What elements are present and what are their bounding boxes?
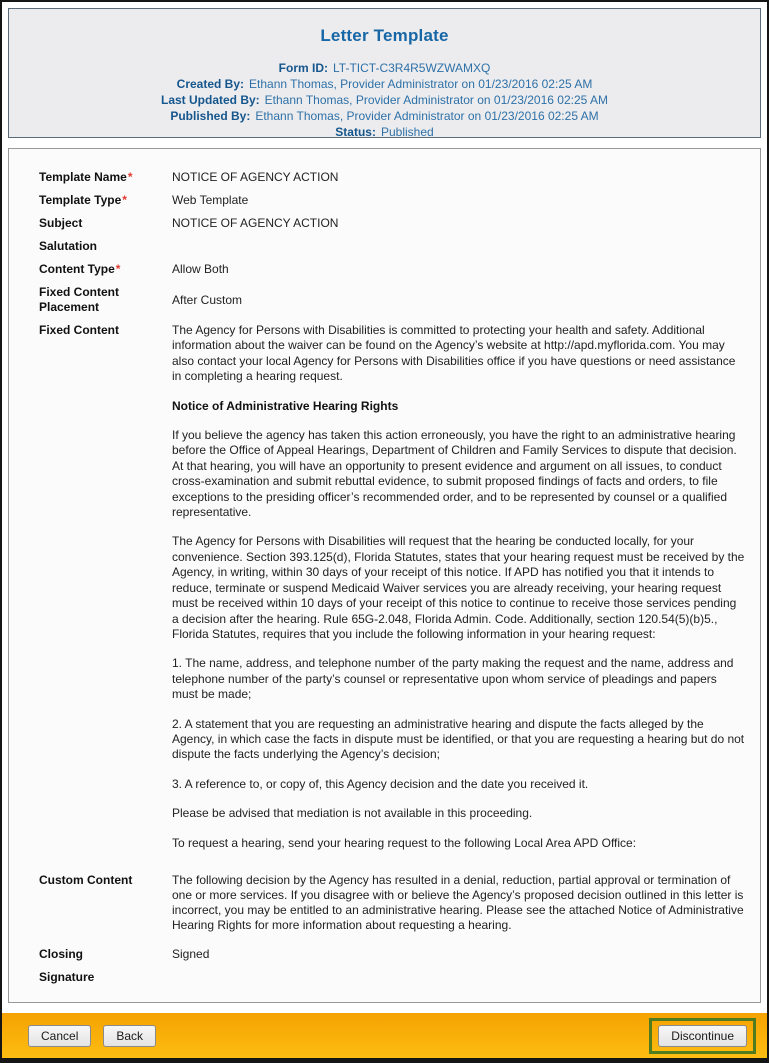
page-title: Letter Template [320,26,449,45]
published-by-value: Ethann Thomas, Provider Administrator on 01/23/2016 02:25 AM [255,109,599,123]
published-by-label: Published By: [170,109,251,123]
fixed-content-list-item: 3. A reference to, or copy of, this Agency decision and the date you received it. [172,776,589,791]
fixed-content-paragraph: If you believe the agency has taken this action erroneously, you have the right to an administrative hearing before the Office of Appeal Hearings, Department of Children and Family Services to dispute that decision. At that hearing, you will have an opportunity to present evidence and argument on all issues, to conduct cross-examination and submit rebuttal evidence, to submit proposed findings of facts and orders, to file exceptions to the presiding officer’s recommended order, and to be represented by counsel or a qualified representative. [172,428,737,520]
template-name-label: Template Name* [39,170,133,184]
fixed-content-paragraph: Please be advised that mediation is not available in this proceeding. [172,806,533,821]
header-panel [8,8,761,138]
template-type-value: Web Template [172,193,249,207]
status-label: Status: [335,125,376,139]
published-by-row [9,108,760,124]
form-id-row [9,60,760,76]
signature-label: Signature [39,969,95,984]
last-updated-by-value: Ethann Thomas, Provider Administrator on 01/23/2016 02:25 AM [264,93,608,107]
subject-value: NOTICE OF AGENCY ACTION [172,216,339,230]
cancel-button[interactable]: Cancel [28,1025,91,1047]
last-updated-by-label: Last Updated By: [160,93,260,107]
template-name-row [39,166,746,189]
custom-content-value: The following decision by the Agency has resulted in a denial, reduction, partial approval or termination of one or more services. If you disagree with or believe the Agency’s proposed decision outlined in this letter is incorrect, you may be entitled to an administrative hearing. Please see the attached Notice of Administrative Hearing Rights for more information about requesting a hearing. [172,872,744,932]
content-type-label: Content Type* [39,262,121,276]
back-button[interactable]: Back [103,1025,156,1047]
salutation-label: Salutation [39,239,98,253]
closing-value: Signed [172,946,210,961]
fixed-content-placement-row [39,281,746,319]
fixed-content-list-item: 2. A statement that you are requesting an administrative hearing and dispute the facts alleged by the Agency, in which case the facts in dispute must be identified, or that you are requesting a hearing but do not dispute the facts underlying the Agency’s decision; [172,716,745,762]
required-asterisk: * [127,170,133,184]
form-id-label: Form ID: [278,61,328,75]
template-type-row [39,189,746,212]
closing-label: Closing [39,946,83,961]
template-type-label: Template Type* [39,193,127,207]
subject-label: Subject [39,216,83,230]
fixed-content-paragraph: The Agency for Persons with Disabilities is committed to protecting your health and safety. Additional information about the waiver can be found on the Agency’s website at http://apd.myflorida.com. You may also contact your local Agency for Persons with Disabilities office if you have questions or need assistance in completing a hearing request. [172,323,736,384]
status-badge: Published [380,125,434,139]
salutation-value [172,238,746,254]
discontinue-highlight-annotation [649,1018,756,1054]
fixed-content-paragraph: To request a hearing, send your hearing request to the following Local Area APD Office: [172,835,637,850]
fixed-content-placement-label: Fixed Content Placement [39,285,119,314]
custom-content-label: Custom Content [39,872,133,887]
fixed-content-list-item: 1. The name, address, and telephone number of the party making the request and the name, address and telephone number of the party’s counsel or representative upon whom service of pleadings and papers must be made; [172,656,734,702]
required-asterisk: * [122,193,127,207]
template-name-value: NOTICE OF AGENCY ACTION [172,170,339,184]
fixed-content-value [172,322,746,865]
signature-value [172,969,746,985]
custom-content-row [39,869,746,937]
fixed-content-paragraph: The Agency for Persons with Disabilities will request that the hearing be conducted locally, for your convenience. Section 393.125(d), Florida Statutes, states that your hearing request must be received by the Agency, in writing, within 30 days of your receipt of this notice. If APD has notified you that it intends to reduce, terminate or suspend Medicaid Waiver services you are already receiving, your hearing request must be received within 10 days of your receipt of this notice to continue to receive those services pending a decision after the hearing. Rule 65G-2.048, Florida Admin. Code. Additionally, section 120.54(5)(b)5., Florida Statutes, requires that you include the following information in your hearing request: [172,534,745,641]
footer-action-bar [2,1013,767,1058]
salutation-row [39,235,746,258]
signature-row [39,966,746,989]
fixed-content-placement-value: After Custom [172,292,243,307]
fixed-content-row [39,319,746,869]
footer-left-buttons [28,1025,156,1047]
created-by-value: Ethann Thomas, Provider Administrator on 01/23/2016 02:25 AM [249,77,593,91]
content-type-value: Allow Both [172,262,229,276]
last-updated-by-row [9,92,760,108]
closing-row [39,943,746,966]
created-by-label: Created By: [176,77,245,91]
fixed-content-label: Fixed Content [39,323,119,337]
discontinue-button[interactable]: Discontinue [658,1025,747,1047]
content-type-row [39,258,746,281]
hearing-rights-heading: Notice of Administrative Hearing Rights [172,398,399,413]
subject-row [39,212,746,235]
required-asterisk: * [115,262,121,276]
template-details-panel [8,148,761,1003]
created-by-row [9,76,760,92]
form-id-value: LT-TICT-C3R4R5WZWAMXQ [333,61,491,75]
status-row [9,124,760,140]
